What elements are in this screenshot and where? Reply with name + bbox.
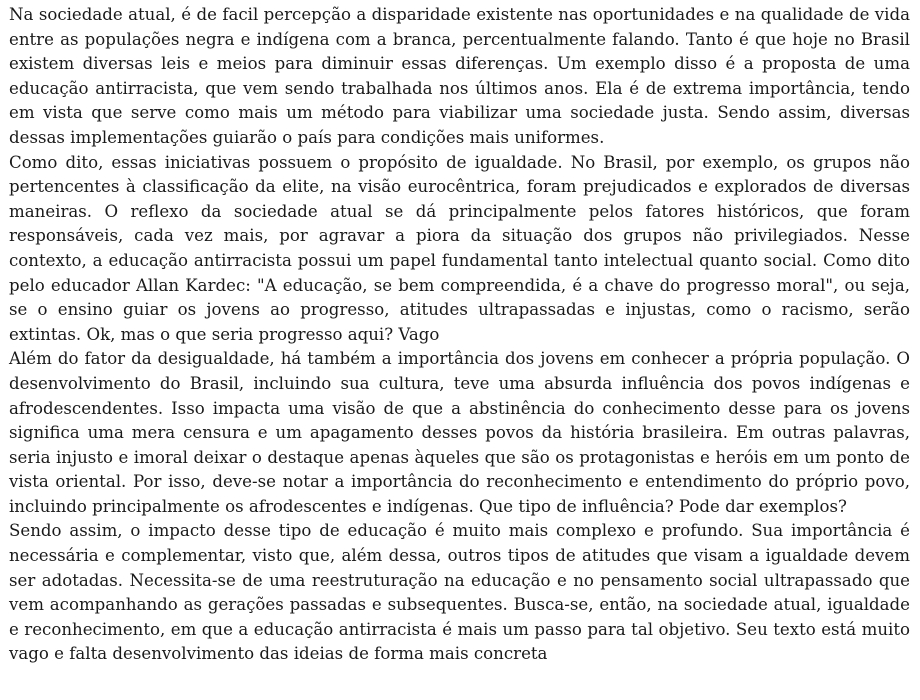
paragraph-development-2: Além do fator da desigualdade, há também a importância dos jovens em conhecer a própria população. O desenvolvimento do Brasil, incluindo sua cultura, teve uma absurda influência dos povos indígenas e afrodescendentes. Isso impacta uma visão de que a abstinência do conhecimento desse para os jovens significa uma mera censura e um apagamento desses povos da história brasileira. Em outras palavras, seria injusto e imoral deixar o destaque apenas àqueles que são os protagonistas e heróis em um ponto de vista oriental. Por isso, deve-se notar a importância do reconhecimento e entendimento do próprio povo, incluindo principalmente os afrodescentes e indígenas. Que tipo de influência? Pode dar exemplos? [9,349,910,516]
paragraph-conclusion: Sendo assim, o impacto desse tipo de educação é muito mais complexo e profundo. Sua importância é necessária e complementar, visto que, além dessa, outros tipos de atitudes que visam a igualdade devem ser adotadas. Necessita-se de uma reestruturação na educação e no pensamento social ultrapassado que vem acompanhando as gerações passadas e subsequentes. Busca-se, então, na sociedade atual, igualdade e reconhecimento, em que a educação antirracista é mais um passo para tal objetivo. Seu texto está muito vago e falta desenvolvimento das ideias de forma mais concreta [9,521,910,664]
paragraph-development-1: Como dito, essas iniciativas possuem o propósito de igualdade. No Brasil, por exemplo, os grupos não pertencentes à classificação da elite, na visão eurocêntrica, foram prejudicados e explorados de diversas maneiras. O reflexo da sociedade atual se dá principalmente pelos fatores históricos, que foram responsáveis, cada vez mais, por agravar a piora da situação dos grupos não privilegiados. Nesse contexto, a educação antirracista possui um papel fundamental tanto intelectual quanto social. Como dito pelo educador Allan Kardec: "A educação, se bem compreendida, é a chave do progresso moral", ou seja, se o ensino guiar os jovens ao progresso, atitudes ultrapassadas e injustas, como o racismo, serão extintas. Ok, mas o que seria progresso aqui? Vago [9,152,910,344]
paragraph-introduction: Na sociedade atual, é de facil percepção a disparidade existente nas oportunidades e na qualidade de vida entre as populações negra e indígena com a branca, percentualmente falando. Tanto é que hoje no Brasil existem diversas leis e meios para diminuir essas diferenças. Um exemplo disso é a proposta de uma educação antirracista, que vem sendo trabalhada nos últimos anos. Ela é de extrema importância, tendo em vista que serve como mais um método para viabilizar uma sociedade justa. Sendo assim, diversas dessas implementações guiarão o país para condições mais uniformes. [9,5,910,147]
